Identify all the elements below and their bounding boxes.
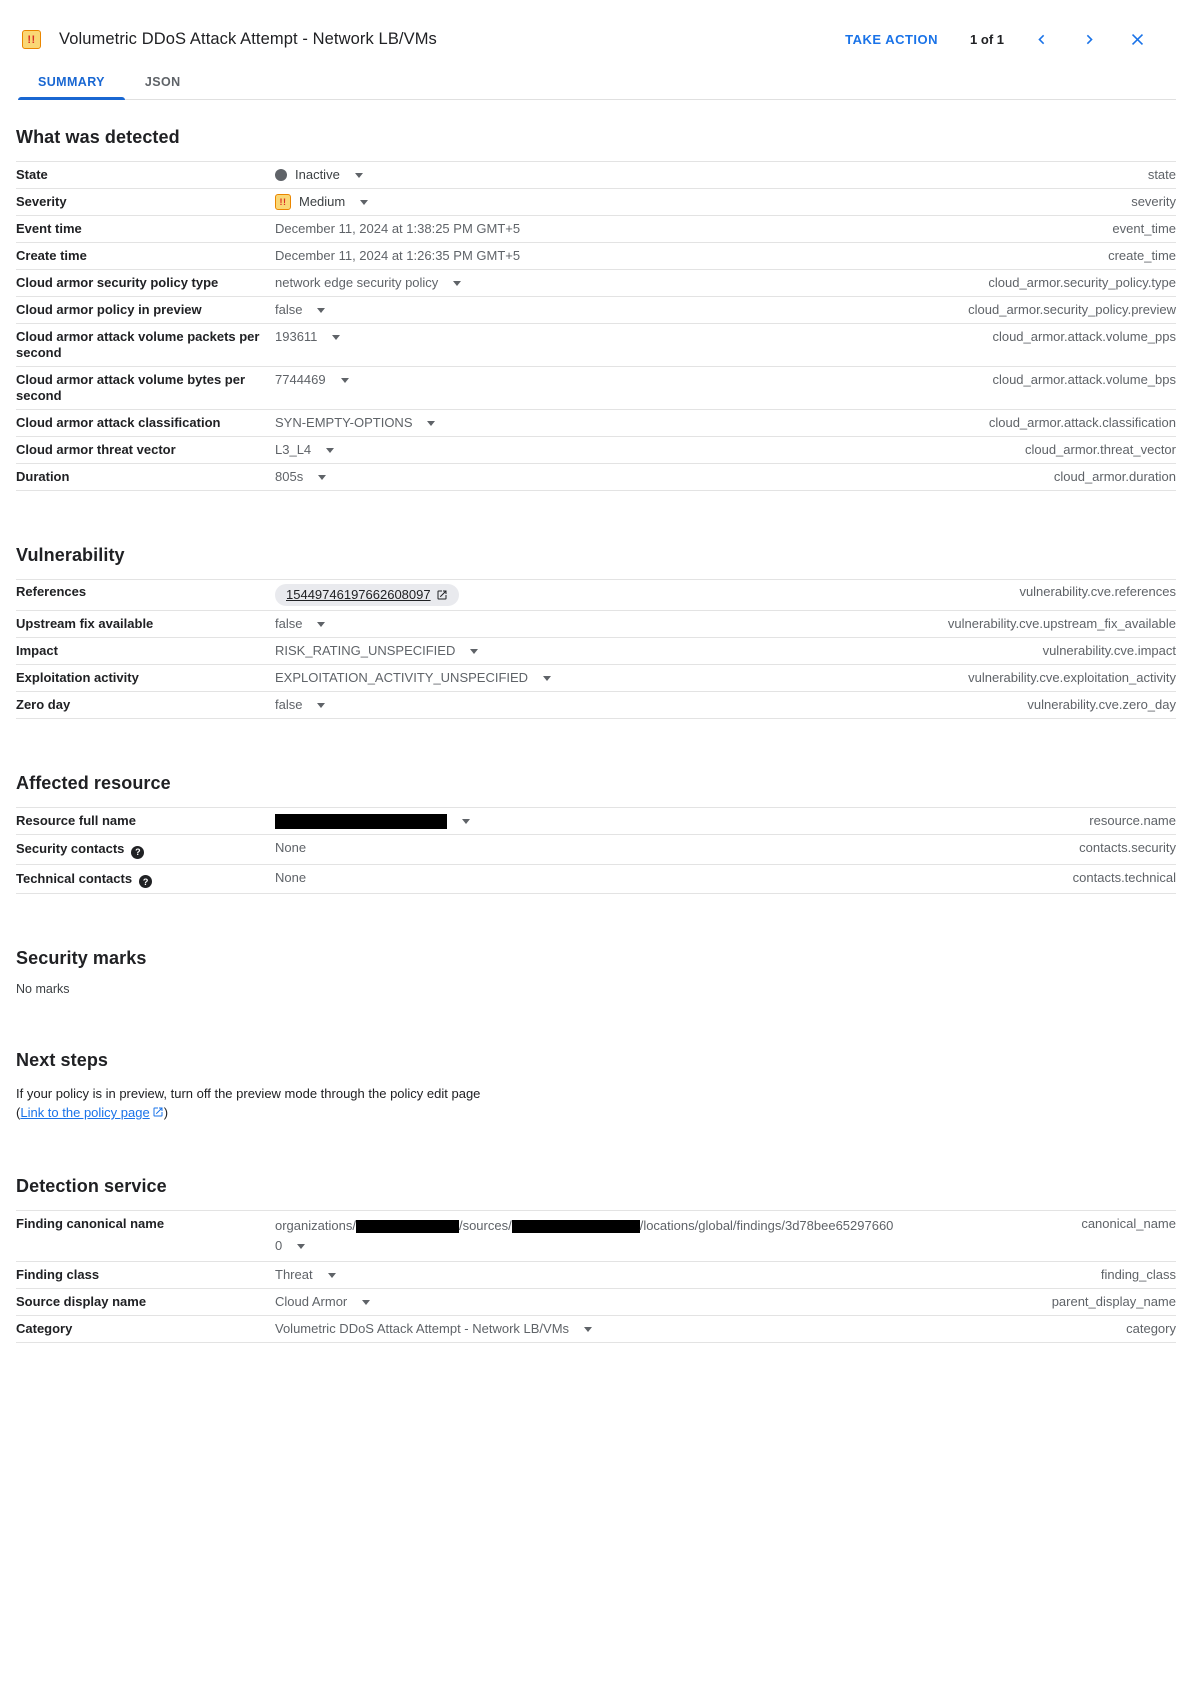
chevron-down-icon (318, 475, 326, 480)
severity-value: Medium (299, 194, 346, 209)
close-button[interactable] (1124, 27, 1150, 53)
vulnerability-table (16, 579, 1176, 719)
row-label: Severity (16, 194, 67, 209)
redacted-source-id (512, 1220, 640, 1233)
security-marks-empty-state: No marks (16, 982, 70, 996)
resource-name-dropdown[interactable] (275, 813, 1089, 829)
finding-header (0, 0, 1192, 53)
row-label: Resource full name (16, 813, 136, 828)
row-threat-vector (16, 436, 1176, 463)
value-text: L3_L4 (275, 442, 312, 457)
row-label: Upstream fix available (16, 616, 154, 631)
canonical-name-dropdown[interactable] (275, 1216, 1081, 1256)
row-exploitation-activity (16, 664, 1176, 691)
severity-glyph: !! (27, 33, 36, 46)
row-create-time (16, 242, 1176, 269)
row-finding-canonical-name (16, 1210, 1176, 1261)
chevron-down-icon (328, 1273, 336, 1278)
close-icon (1128, 30, 1147, 49)
field-name: cloud_armor.duration (1053, 469, 1176, 484)
policy-preview-dropdown[interactable] (275, 302, 968, 318)
row-security-policy-type (16, 269, 1176, 296)
reference-id: 15449746197662608097 (286, 587, 431, 602)
detail-tabs (18, 67, 1176, 100)
chevron-down-icon (362, 1300, 370, 1305)
chevron-down-icon (453, 281, 461, 286)
value-text: Cloud Armor (275, 1294, 348, 1309)
row-label: Cloud armor policy in preview (16, 302, 202, 317)
state-inactive-dot-icon (275, 169, 287, 181)
open-in-new-icon (436, 589, 448, 601)
category-dropdown[interactable] (275, 1321, 1126, 1337)
value-text: 7744469 (275, 372, 326, 387)
row-label: Cloud armor attack classification (16, 415, 221, 430)
value-text: false (275, 302, 303, 317)
volume-pps-dropdown[interactable] (275, 329, 992, 345)
section-detection-service (16, 1176, 1176, 1343)
canonical-part-sources: /sources/ (458, 1218, 512, 1233)
row-label: Source display name (16, 1294, 147, 1309)
field-name: cloud_armor.security_policy.type (988, 275, 1176, 290)
field-name: contacts.security (1079, 840, 1176, 855)
row-label: Finding class (16, 1267, 100, 1282)
canonical-wrap-char: 0 (275, 1238, 283, 1253)
field-name: cloud_armor.attack.volume_bps (992, 372, 1176, 387)
value-text: false (275, 697, 303, 712)
exploitation-activity-dropdown[interactable] (275, 670, 968, 686)
source-display-name-dropdown[interactable] (275, 1294, 1052, 1310)
security-policy-type-dropdown[interactable] (275, 275, 988, 291)
section-title-security-marks: Security marks (16, 948, 147, 968)
detection-service-table (16, 1210, 1176, 1343)
field-name: finding_class (1100, 1267, 1176, 1282)
section-title-vulnerability: Vulnerability (16, 545, 125, 565)
chevron-down-icon (317, 622, 325, 627)
field-name: vulnerability.cve.exploitation_activity (968, 670, 1176, 685)
reference-chip-link[interactable] (275, 584, 459, 606)
chevron-down-icon (584, 1327, 592, 1332)
field-name: contacts.technical (1072, 869, 1176, 885)
field-name: cloud_armor.security_policy.preview (968, 302, 1176, 317)
field-name: cloud_armor.attack.classification (988, 415, 1176, 430)
row-label: Cloud armor threat vector (16, 442, 176, 457)
row-label: Security contacts (16, 841, 125, 856)
section-title-what-was-detected: What was detected (16, 127, 180, 147)
detected-table (16, 161, 1176, 491)
value-text: Threat (275, 1267, 313, 1282)
value-text: false (275, 616, 303, 631)
row-label: Duration (16, 469, 70, 484)
chevron-down-icon (462, 819, 470, 824)
field-name: vulnerability.cve.impact (1042, 643, 1176, 658)
zero-day-dropdown[interactable] (275, 697, 1027, 713)
chevron-down-icon (297, 1244, 305, 1249)
value-text: EXPLOITATION_ACTIVITY_UNSPECIFIED (275, 670, 529, 685)
row-label: State (16, 167, 48, 182)
chevron-down-icon (427, 421, 435, 426)
chevron-down-icon (326, 448, 334, 453)
policy-page-link-label: Link to the policy page (20, 1105, 150, 1120)
row-resource-full-name (16, 807, 1176, 834)
field-name: resource.name (1089, 813, 1176, 828)
affected-resource-table (16, 807, 1176, 894)
value-text: SYN-EMPTY-OPTIONS (275, 415, 413, 430)
row-label: Exploitation activity (16, 670, 139, 685)
chevron-down-icon (317, 308, 325, 313)
next-steps-close-paren: ) (163, 1105, 169, 1120)
field-name: cloud_armor.threat_vector (1024, 442, 1176, 457)
field-name: state (1147, 167, 1176, 182)
next-steps-body: If your policy is in preview, turn off the preview mode through the policy edit page ( (16, 1086, 481, 1120)
summary-panel (0, 127, 1192, 1343)
severity-dropdown[interactable] (275, 194, 1131, 210)
row-attack-volume-bps (16, 366, 1176, 409)
severity-medium-icon (22, 30, 41, 49)
header-actions (837, 26, 1150, 53)
section-affected-resource (16, 773, 1176, 894)
next-steps-text (16, 1084, 490, 1122)
field-name: vulnerability.cve.zero_day (1027, 697, 1176, 712)
row-attack-classification (16, 409, 1176, 436)
attack-classification-dropdown[interactable] (275, 415, 989, 431)
row-technical-contacts (16, 864, 1176, 894)
severity-glyph: !! (279, 197, 287, 207)
page-title: Volumetric DDoS Attack Attempt - Network LB/VMs (59, 30, 437, 48)
field-name: create_time (1108, 248, 1176, 263)
field-name: vulnerability.cve.references (1019, 584, 1176, 599)
state-dropdown[interactable] (275, 167, 1148, 183)
technical-contacts-value: None (275, 869, 307, 885)
row-attack-volume-pps (16, 323, 1176, 366)
row-label: Finding canonical name (16, 1216, 165, 1231)
row-impact (16, 637, 1176, 664)
state-value: Inactive (295, 167, 340, 182)
row-category (16, 1315, 1176, 1342)
section-security-marks (16, 948, 1176, 996)
help-glyph: ? (142, 876, 149, 887)
row-security-contacts (16, 834, 1176, 864)
row-label: Category (16, 1321, 73, 1336)
field-name: canonical_name (1081, 1216, 1176, 1231)
chevron-down-icon (341, 378, 349, 383)
help-icon[interactable] (131, 846, 144, 859)
pagination-count: 1 of 1 (970, 32, 1004, 47)
event-time-value: December 11, 2024 at 1:38:25 PM GMT+5 (275, 221, 521, 236)
value-text: RISK_RATING_UNSPECIFIED (275, 643, 456, 658)
chevron-right-icon (1080, 30, 1099, 49)
row-label: Cloud armor security policy type (16, 275, 219, 290)
prev-finding-button[interactable] (1028, 27, 1054, 53)
severity-medium-icon (275, 194, 291, 210)
help-icon[interactable] (139, 875, 152, 888)
canonical-part-path: /locations/global/findings/3d78bee65297660 (639, 1218, 894, 1233)
security-contacts-value: None (275, 840, 307, 855)
tab-json[interactable]: JSON (144, 75, 181, 89)
row-event-time (16, 215, 1176, 242)
canonical-part-orgs: organizations/ (275, 1218, 356, 1233)
row-finding-class (16, 1261, 1176, 1288)
impact-dropdown[interactable] (275, 643, 1043, 659)
row-references (16, 579, 1176, 610)
field-name: vulnerability.cve.upstream_fix_available (947, 616, 1176, 631)
redacted-resource-name (275, 814, 447, 829)
row-label: Event time (16, 221, 82, 236)
volume-bps-dropdown[interactable] (275, 372, 992, 388)
row-upstream-fix (16, 610, 1176, 637)
section-vulnerability (16, 545, 1176, 719)
open-in-new-icon (150, 1105, 164, 1120)
row-duration (16, 463, 1176, 490)
row-severity (16, 188, 1176, 215)
row-state (16, 161, 1176, 188)
section-title-affected-resource: Affected resource (16, 773, 171, 793)
value-text: 805s (275, 469, 304, 484)
value-text: network edge security policy (275, 275, 439, 290)
field-name: category (1126, 1321, 1176, 1336)
duration-dropdown[interactable] (275, 469, 1054, 485)
section-title-detection-service: Detection service (16, 1176, 167, 1196)
chevron-down-icon (317, 703, 325, 708)
upstream-fix-dropdown[interactable] (275, 616, 948, 632)
chevron-down-icon (332, 335, 340, 340)
field-name: event_time (1112, 221, 1176, 236)
row-policy-in-preview (16, 296, 1176, 323)
take-action-button[interactable]: TAKE ACTION (837, 26, 946, 53)
threat-vector-dropdown[interactable] (275, 442, 1025, 458)
row-label: Impact (16, 643, 58, 658)
value-text: Volumetric DDoS Attack Attempt - Network LB/VMs (275, 1321, 570, 1336)
row-label: Technical contacts (16, 870, 133, 886)
section-next-steps (16, 1050, 1176, 1122)
section-title-next-steps: Next steps (16, 1050, 109, 1070)
row-label: Cloud armor attack volume packets per second (16, 329, 260, 360)
row-zero-day (16, 691, 1176, 718)
chevron-down-icon (355, 173, 363, 178)
field-name: severity (1131, 194, 1176, 209)
create-time-value: December 11, 2024 at 1:26:35 PM GMT+5 (275, 248, 521, 263)
tab-summary[interactable]: SUMMARY (18, 67, 125, 99)
value-text: 193611 (275, 329, 318, 344)
redacted-org-id (356, 1220, 459, 1233)
chevron-down-icon (470, 649, 478, 654)
chevron-left-icon (1032, 30, 1051, 49)
policy-page-link[interactable] (20, 1105, 163, 1120)
field-name: cloud_armor.attack.volume_pps (992, 329, 1176, 344)
row-label: Zero day (16, 697, 71, 712)
next-finding-button[interactable] (1076, 27, 1102, 53)
row-label: Create time (16, 248, 87, 263)
finding-class-dropdown[interactable] (275, 1267, 1101, 1283)
row-label: References (16, 584, 87, 599)
field-name: parent_display_name (1051, 1294, 1176, 1309)
section-what-was-detected (16, 127, 1176, 491)
row-label: Cloud armor attack volume bytes per second (16, 372, 246, 403)
chevron-down-icon (360, 200, 368, 205)
chevron-down-icon (543, 676, 551, 681)
row-source-display-name (16, 1288, 1176, 1315)
help-glyph: ? (135, 847, 141, 857)
